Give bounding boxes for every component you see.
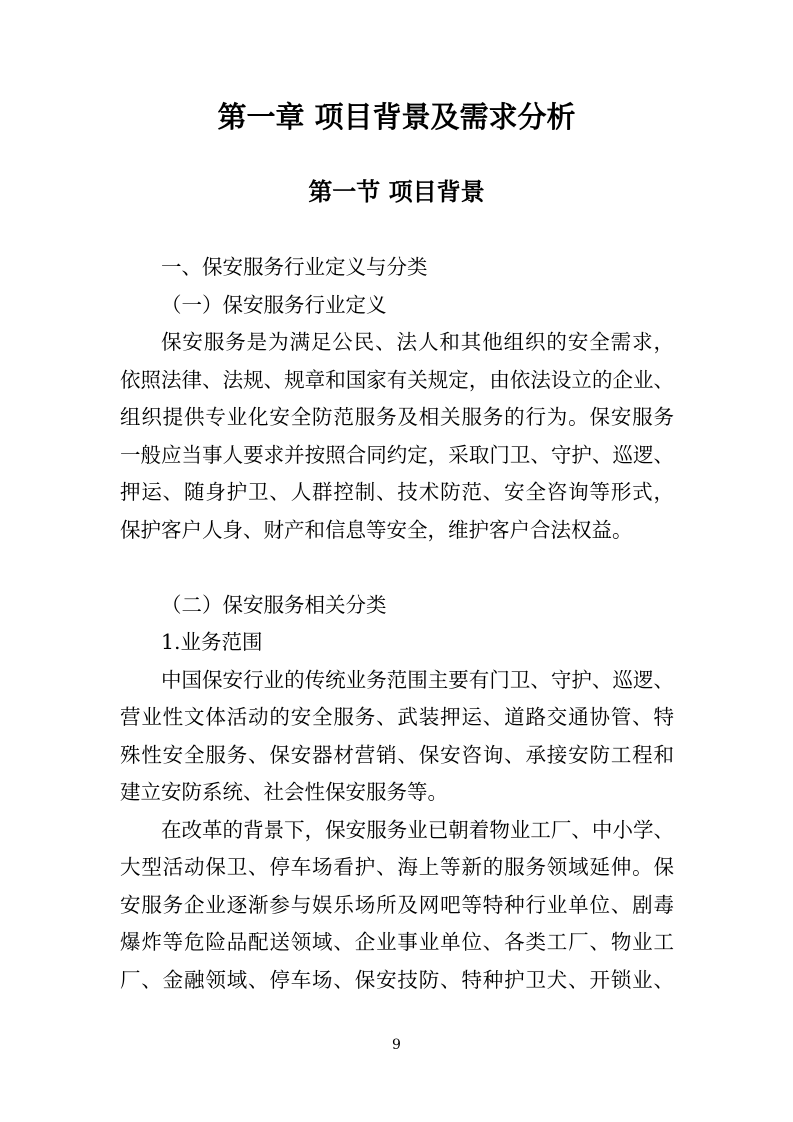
page-number: 9 xyxy=(392,1037,401,1053)
paragraph-line: 组织提供专业化安全防范服务及相关服务的行为。保安服务 xyxy=(120,405,674,429)
subheading-definition: （一）保安服务行业定义 xyxy=(161,292,387,317)
paragraph-line: 依照法律、法规、规章和国家有关规定，由依法设立的企业、 xyxy=(120,367,674,392)
heading-level-1: 一、保安服务行业定义与分类 xyxy=(161,255,428,279)
paragraph-line: 中国保安行业的传统业务范围主要有门卫、守护、巡逻、 xyxy=(161,667,674,692)
paragraph-definition xyxy=(120,324,674,549)
subheading-classification: （二）保安服务相关分类 xyxy=(161,592,387,617)
paragraph-business-scope xyxy=(120,662,674,812)
paragraph-line: 大型活动保卫、停车场看护、海上等新的服务领域延伸。保 xyxy=(120,855,674,879)
paragraph-line: 营业性文体活动的安全服务、武装押运、道路交通协管、特 xyxy=(120,705,674,729)
chapter-title: 第一章 项目背景及需求分析 xyxy=(217,100,576,134)
section-title: 第一节 项目背景 xyxy=(308,178,485,206)
paragraph-line: 安服务企业逐渐参与娱乐场所及网吧等特种行业单位、剧毒 xyxy=(120,892,674,917)
paragraph-line: 爆炸等危险品配送领域、企业事业单位、各类工厂、物业工 xyxy=(120,930,674,954)
paragraph-line: 厂、金融领域、停车场、保安技防、特种护卫犬、开锁业、 xyxy=(120,967,674,992)
paragraph-line: 保护客户人身、财产和信息等安全，维护客户合法权益。 xyxy=(120,517,633,542)
paragraph-line: 殊性安全服务、保安器材营销、保安咨询、承接安防工程和 xyxy=(120,742,674,767)
body-text xyxy=(120,249,674,999)
paragraph-line: 保安服务是为满足公民、法人和其他组织的安全需求， xyxy=(161,330,674,354)
item-business-scope: 1.业务范围 xyxy=(161,630,263,654)
paragraph-line: 押运、随身护卫、人群控制、技术防范、安全咨询等形式， xyxy=(120,480,674,504)
paragraph-line: 在改革的背景下，保安服务业已朝着物业工厂、中小学、 xyxy=(161,817,674,842)
paragraph-line: 建立安防系统、社会性保安服务等。 xyxy=(120,780,448,804)
paragraph-reform-background xyxy=(120,812,674,1000)
blank-line xyxy=(120,549,674,587)
paragraph-line: 一般应当事人要求并按照合同约定，采取门卫、守护、巡逻、 xyxy=(120,442,674,467)
